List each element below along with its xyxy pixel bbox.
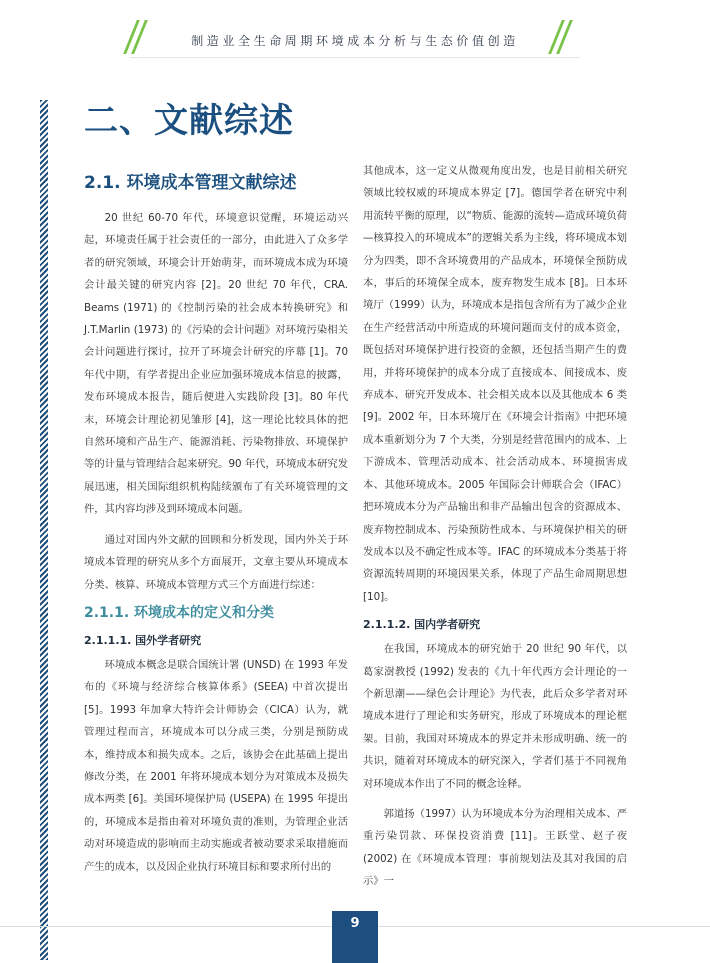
right-column bbox=[363, 160, 627, 901]
left-paragraph-1: 20 世纪 60-70 年代，环境意识觉醒，环境运动兴起，环境责任属于社会责任的一部分，由此进入了众多学者的研究领域，环境会计开始萌芽，而环境成本成为环境会计最关键的研究内容 [2]。20 世纪 70 年代，CRA. Beams (1971) 的《控制污染的社会成本转换研究》和 J.T.Marlin (1973) 的《污染的会计问题》对环境污染相关会计问题进行探讨，拉开了环境会计研究的序幕 [1]。70 年代中期，有学者提出企业应加强环境成本信息的披露，发布环境成本报告，随后便进入实践阶段 [3]。80 年代末，环境会计理论初见雏形 [4]，这一理论比较具体的把自然环境和产品生产、能源消耗、污染物排放、环境保护等的计量与管理结合起来研究。90 年代，环境成本研究发展迅速，相关国际组织机构陆续颁布了有关环境管理的文件，其内容均涉及到环境成本问题。 bbox=[84, 212, 348, 516]
subsubsection-heading-domestic: 2.1.1.2. 国内学者研究 bbox=[363, 618, 481, 632]
header-right-slash-icon bbox=[555, 20, 581, 54]
page-header bbox=[0, 0, 710, 70]
left-paragraph-3: 环境成本概念是联合国统计署 (UNSD) 在 1993 年发布的《环境与经济综合核算体系》(SEEA) 中首次提出 [5]。1993 年加拿大特许会计师协会（CICA）认为，就管理过程而言，环境成本可以分成三类，分别是预防成本，维持成本和损失成本。之后，该协会在此基础上提出修改分类，在 2001 年将环境成本划分为对策成本及损失成本两类 [6]。美国环境保护局 (USEPA) 在 1995 年提出的，环境成本是指由着对环境负责的准则，为管理企业活动对环境造成的影响而主动实施或者被动要求采取措施而产生的成本，以及因企业执行环境目标和要求所付出的 bbox=[84, 658, 348, 873]
section-heading: 2.1. 环境成本管理文献综述 bbox=[84, 173, 297, 193]
right-paragraph-3: 郭道扬（1997）认为环境成本分为治理相关成本、严重污染罚款、环保投资消费 [11]。王跃堂、赵子夜 (2002) 在《环境成本管理：事前规划法及其对我国的启示》一 bbox=[363, 807, 627, 888]
subsubsection-heading-foreign: 2.1.1.1. 国外学者研究 bbox=[84, 633, 202, 647]
side-stripe-decoration bbox=[40, 100, 48, 960]
page-number: 9 bbox=[350, 916, 360, 931]
header-divider bbox=[130, 57, 580, 58]
subsection-heading: 2.1.1. 环境成本的定义和分类 bbox=[84, 604, 275, 621]
chapter-title: 二、文献综述 bbox=[84, 101, 294, 141]
right-paragraph-2: 在我国，环境成本的研究始于 20 世纪 90 年代，以葛家澍教授 (1992) 发表的《九十年代西方会计理论的一个新思潮——绿色会计理论》为代表，此后众多学者对环境成本进行了理论和实务研究，形成了环境成本的理论框架。目前，我国对环境成本的界定并未形成明确、统一的共识，随着对环境成本的研究深入，学者们基于不同视角对环境成本作出了不同的概念诠释。 bbox=[363, 643, 627, 790]
header-title: 制造业全生命周期环境成本分析与生态价值创造 bbox=[191, 34, 519, 48]
left-paragraph-2: 通过对国内外文献的回顾和分析发现，国内外关于环境成本管理的研究从多个方面展开，文章主要从环境成本分类、核算、环境成本管理方式三个方面进行综述： bbox=[84, 533, 348, 591]
right-paragraph-1: 其他成本，这一定义从微观角度出发，也是目前相关研究领域比较权威的环境成本界定 [7]。德国学者在研究中利用流转平衡的原理，以“物质、能源的流转—造成环境负荷—核算投入的环境成本”的逻辑关系为主线，将环境成本划分为四类，即不含环境费用的产品成本，环境保全预防成本，事后的环境保全成本，废弃物发生成本 [8]。日本环境厅（1999）认为，环境成本是指包含所有为了减少企业在生产经营活动中所造成的环境问题而支付的成本资金，既包括对环境保护进行投资的金额，还包括当期产生的费用，并将环境保护的成本分成了直接成本、间接成本、废弃成本、研究开发成本、社会相关成本以及其他成本 6 类 [9]。2002 年，日本环境厅在《环境会计指南》中把环境成本重新划分为 7 个大类，分别是经营范围内的成本、上下游成本、管理活动成本、社会活动成本、环境损害成本、其他环境成本。2005 年国际会计师联合会（IFAC）把环境成本分为产品输出和非产品输出包含的资源成本、废弃物控制成本、污染预防性成本、与环境保护相关的研发成本以及不确定性成本等。IFAC 的环境成本分类基于将资源流转周期的环境因果关系，体现了产品生命周期思想 [10]。 bbox=[363, 165, 627, 603]
left-column bbox=[84, 160, 348, 878]
